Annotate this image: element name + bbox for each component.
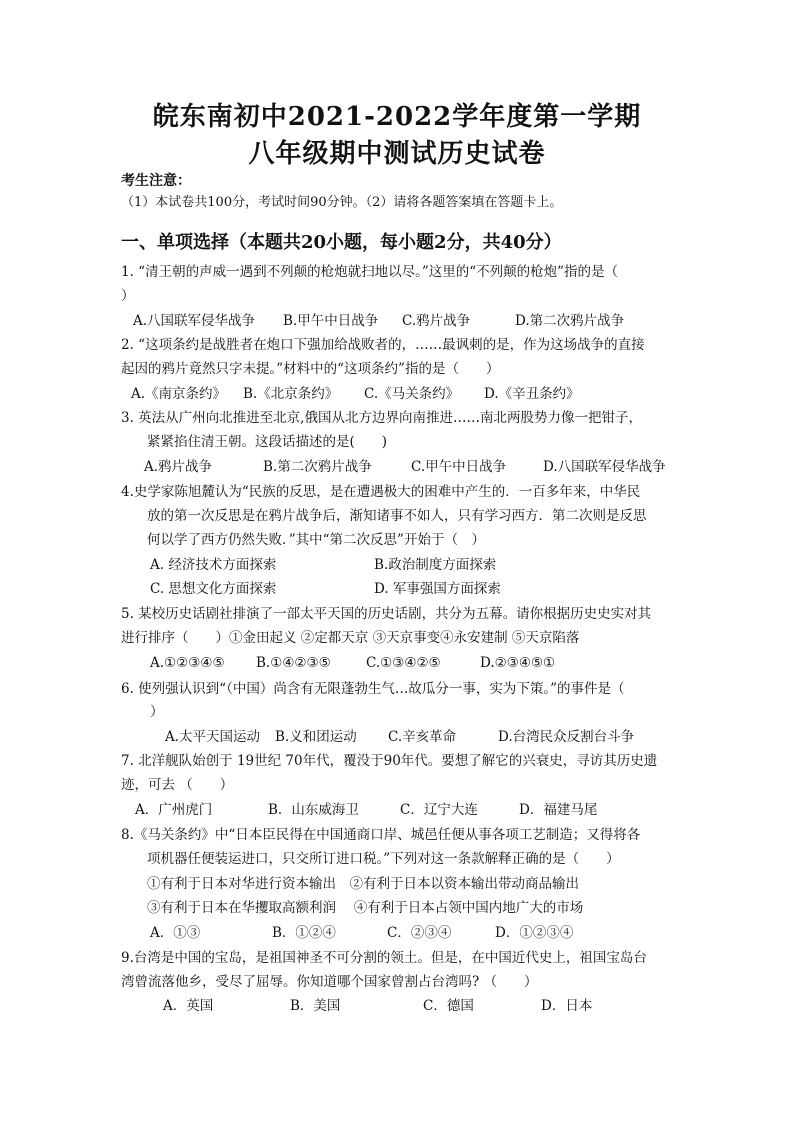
option-c: C.鸦片战争 [402,313,471,329]
option-a: A.八国联军侵华战争 [133,313,256,329]
option-d: D.第二次鸦片战争 [515,313,625,329]
option-d: D.八国联军侵华战争 [543,459,666,475]
question-4-line-1: 4.史学家陈旭麓认为“民族的反思，是在遭遇极大的困难中产生的．一百多年来，中华民 [121,484,641,500]
question-9-line-2: 湾曾流落他乡，受尽了屈辱。你知道哪个国家曾割占台湾吗? （ ） [121,974,538,990]
option-b: B．山东威海卫 [268,802,359,818]
option-d: D．福建马尾 [519,802,598,818]
option-d: D.《辛丑条约》 [484,386,580,402]
option-c: C．辽宁大连 [400,802,478,818]
option-a: A．广州虎门 [135,802,213,818]
option-b: B.义和团运动 [275,729,357,745]
option-d: D. 军事强国方面探索 [374,581,501,597]
question-3-line-1: 3. 英法从广州向北推进至北京,俄国从北方边界向南推进……南北两股势力像一把钳子， [121,410,642,426]
question-8-line-2: 项机器任便装运进口，只交所订进口税。”下列对这一条款解释正确的是（ ） [147,851,620,867]
option-b: B.《北京条约》 [243,386,339,402]
question-2-line-1: 2. “这项条约是战胜者在炮口下强加给战败者的，……最讽刺的是，作为这场战争的直接 [121,337,645,353]
option-b: B．①②④ [272,925,336,941]
question-8-statement-row-1: ①有利于日本对华进行资本输出 ②有利于日本以资本输出带动商品输出 [147,876,579,892]
option-b: B.甲午中日战争 [283,313,379,329]
option-c: C.甲午中日战争 [411,459,507,475]
option-d: D．①②③④ [495,925,574,941]
question-4-line-3: 何以学了西方仍然失败．”其中“第二次反思”开始于（ ） [147,532,485,548]
option-d: D．日本 [541,998,593,1014]
option-c: C.辛亥革命 [388,729,457,745]
option-a: A.太平天国运动 [165,729,261,745]
option-a: A．英国 [163,998,214,1014]
option-b: B.第二次鸦片战争 [263,459,372,475]
question-1-line-2: ） [121,288,135,304]
notice-body: （1）本试卷共100分，考试时间90分钟。（2）请将各题答案填在答题卡上。 [121,195,563,210]
question-6-line-1: 6. 使列强认识到“（中国）尚含有无限蓬勃生气…故瓜分一事，实为下策。”的事件是（ [121,681,625,697]
option-c: C．②③④ [387,925,452,941]
option-c: C.《马关条约》 [364,386,460,402]
question-4-line-2: 放的第一次反思是在鸦片战争后，渐知诸事不如人，只有学习西方．第二次则是反思 [147,508,647,524]
question-5-line-2: 进行排序（ ）①金田起义 ②定都天京 ③天京事变④永安建制 ⑤天京陷落 [121,630,580,646]
question-3-line-2: 紧紧掐住清王朝。这段话描述的是( ) [147,434,388,450]
question-5-line-1: 5. 某校历史话剧社排演了一部太平天国的历史话剧，共分为五幕。请你根据历史史实对其 [121,606,652,622]
option-c: C.①③④②⑤ [366,655,441,671]
option-c: C. 思想文化方面探索 [150,581,277,597]
option-c: C．德国 [423,998,474,1014]
option-d: D.台湾民众反割台斗争 [498,729,635,745]
question-7-line-1: 7. 北洋舰队始创于 19世纪 70年代，覆没于90年代。要想了解它的兴衰史，寻访其历史遗 [121,753,658,769]
option-a: A．①③ [150,925,201,941]
option-a: A. 经济技术方面探索 [150,557,277,573]
option-b: B.政治制度方面探索 [374,557,497,573]
question-8-statement-row-2: ③有利于日本在华攫取高额利润 ④有利于日本占领中国内地广大的市场 [147,900,584,916]
exam-title-line2: 八年级期中测试历史试卷 [248,139,546,169]
exam-title-line1: 皖东南初中2021-2022学年度第一学期 [152,102,642,132]
question-8-line-1: 8.《马关条约》中“日本臣民得在中国通商口岸、城邑任便从事各项工艺制造；又得将各 [121,827,641,843]
section-heading: 一、单项选择（本题共20小题，每小题2分，共40分） [121,232,562,253]
question-7-line-2: 迹，可去 （ ） [121,777,234,793]
option-d: D.②③④⑤① [480,655,556,671]
option-a: A.《南京条约》 [131,386,227,402]
question-9-line-1: 9.台湾是中国的宝岛，是祖国神圣不可分割的领土。但是，在中国近代史上，祖国宝岛台 [121,950,647,966]
option-a: A.鸦片战争 [144,459,213,475]
question-6-line-2: ） [150,704,164,720]
option-b: B.①④②③⑤ [256,655,331,671]
question-2-line-2: 起因的鸦片竟然只字未提。”材料中的“这项条约”指的是（ ） [121,361,500,377]
option-a: A.①②③④⑤ [150,655,225,671]
notice-heading: 考生注意： [121,173,191,189]
option-b: B．美国 [290,998,341,1014]
question-1-line-1: 1. “清王朝的声威一遇到不列颠的枪炮就扫地以尽。”这里的“不列颠的枪炮”指的是（ [121,264,619,280]
